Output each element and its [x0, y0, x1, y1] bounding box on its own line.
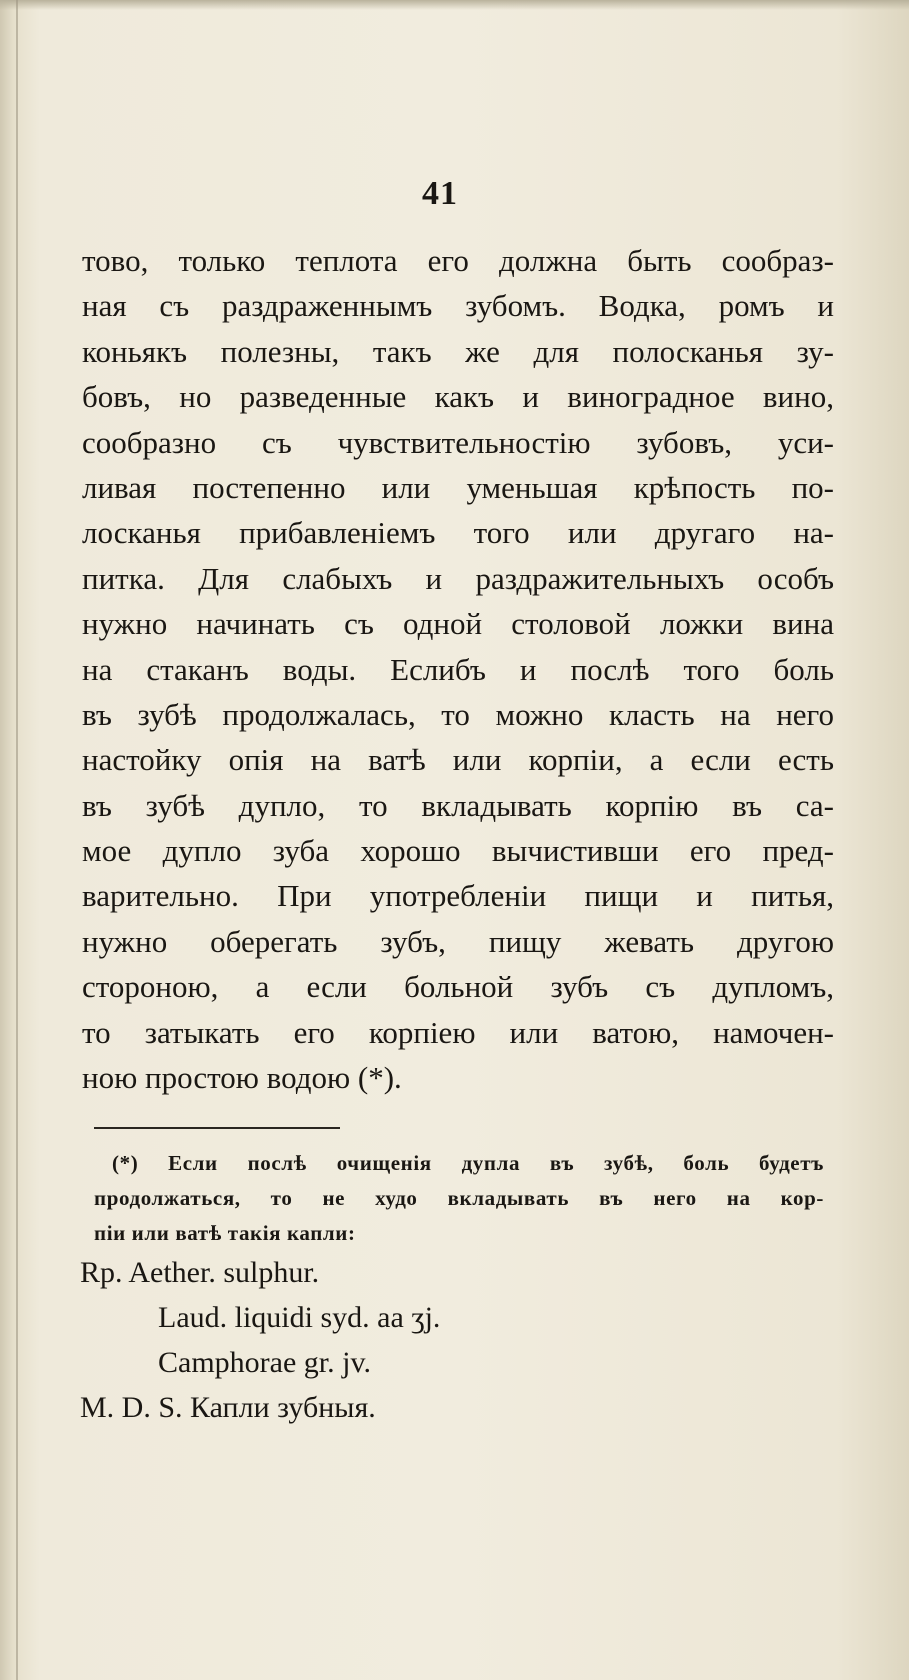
- text-line: на стаканъ воды. Еслибъ и послѣ того боль: [82, 651, 834, 687]
- footnote-line: продолжаться, то не худо вкладывать въ него на кор-: [94, 1186, 824, 1210]
- footnote-divider: [94, 1127, 340, 1129]
- recipe-line: Laud. liquidi syd. aa ʒj.: [158, 1301, 441, 1334]
- text-line: ною простою водою (*).: [82, 1060, 402, 1096]
- text-line: въ зубѣ дупло, то вкладывать корпію въ са-: [82, 787, 834, 823]
- main-text: [82, 238, 834, 1100]
- text-line: то затыкать его корпіею или ватою, намочен-: [82, 1014, 834, 1050]
- text-line: стороною, а если больной зубъ съ дупломъ,: [82, 969, 834, 1005]
- text-line: лосканья прибавленіемъ того или другаго на-: [82, 515, 834, 551]
- footnote-line: піи или ватѣ такія капли:: [94, 1221, 356, 1245]
- text-line: нужно начинать съ одной столовой ложки вина: [82, 606, 834, 642]
- text-line: настойку опія на ватѣ или корпіи, а если есть: [82, 742, 834, 778]
- text-line: ная съ раздраженнымъ зубомъ. Водка, ромъ и: [82, 288, 834, 324]
- text-line: коньякъ полезны, такъ же для полосканья зу-: [82, 333, 834, 369]
- page-binding-edge: [16, 0, 18, 1680]
- recipe-line: Camphorae gr. jv.: [158, 1346, 372, 1379]
- page-number: 41: [422, 175, 458, 212]
- text-line: варительно. При употребленіи пищи и питья,: [82, 878, 834, 914]
- recipe-line: M. D. S. Капли зубныя.: [80, 1391, 376, 1424]
- text-line: мое дупло зуба хорошо вычистивши его пред-: [82, 833, 834, 869]
- page-top-edge: [0, 0, 909, 10]
- recipe: [80, 1250, 780, 1430]
- text-line: нужно оберегать зубъ, пищу жевать другою: [82, 923, 834, 959]
- recipe-line: Rp. Aether. sulphur.: [80, 1256, 320, 1289]
- text-line: сообразно съ чувствительностію зубовъ, уси-: [82, 424, 834, 460]
- text-line: бовъ, но разведенные какъ и виноградное вино,: [82, 379, 834, 415]
- text-line: въ зубѣ продолжалась, то можно класть на него: [82, 696, 834, 732]
- footnote: [94, 1146, 824, 1251]
- text-line: тово, только теплота его должна быть сообраз-: [82, 243, 834, 278]
- text-line: ливая постепенно или уменьшая крѣпость по-: [82, 469, 834, 505]
- text-line: питка. Для слабыхъ и раздражительныхъ особъ: [82, 560, 834, 596]
- footnote-line: (*) Если послѣ очищенія дупла въ зубѣ, боль будетъ: [112, 1151, 824, 1175]
